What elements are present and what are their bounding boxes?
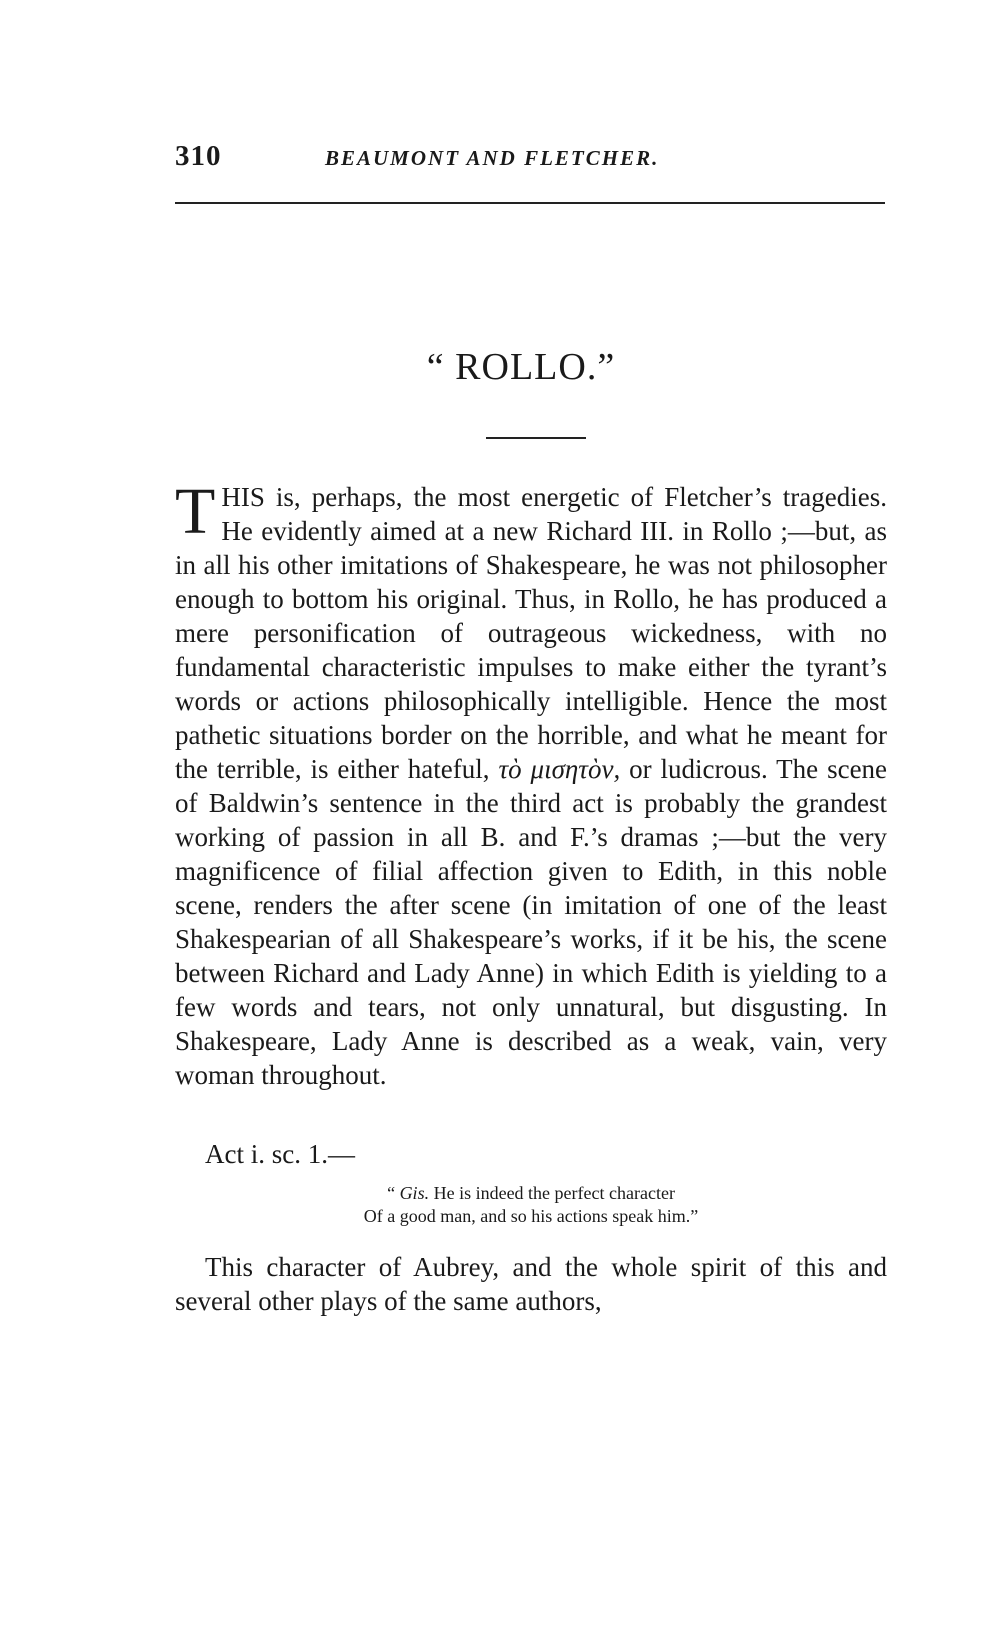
- paragraph-text-part1: HIS is, perhaps, the most energetic of Fletcher’s tragedies. He evidently aimed at a new Richard III. in Rollo ;—but, as in all his other imitations of Shakespeare, he was not philosopher enough to bottom his original. Thus, in Rollo, he has produced a mere personification of outrageous wickedness, with no fundamental characteristic impulses to make either the tyrant’s words or actions philosophically intelligible. Hence the most pathetic situations border on the horrible, and what he meant for the terrible, is either hateful,: [175, 482, 887, 784]
- running-title: BEAUMONT AND FLETCHER.: [325, 146, 660, 170]
- quote-speaker: Gis.: [399, 1183, 430, 1203]
- quote-open-mark: “: [387, 1183, 396, 1203]
- closing-paragraph: This character of Aubrey, and the whole spirit of this and several other plays of the same authors,: [175, 1252, 887, 1316]
- quote-line-1-text: He is indeed the perfect character: [433, 1183, 675, 1203]
- quote-line-1: [175, 1182, 887, 1205]
- header-rule: [175, 202, 885, 204]
- section-title: “ ROLLO.”: [426, 346, 616, 388]
- paragraph-text-part2: or ludicrous. The scene of Baldwin’s sentence in the third act is probably the grandest working of passion in all B. and F.’s dramas ;—but the very magnificence of filial affection given to Edith, in this noble scene, renders the after scene (in imitation of one of the least Shakespearian of all Shakespeare’s works, if it be his, the scene between Richard and Lady Anne) in which Edith is yielding to a few words and tears, not only unnatural, but disgusting. In Shakespeare, Lady Anne is described as a weak, vain, very woman throughout.: [175, 754, 888, 1090]
- title-rule: [486, 437, 586, 439]
- page-number: 310: [175, 140, 222, 172]
- body-paragraph: [175, 475, 888, 1092]
- greek-phrase: τὸ μισητὸν,: [498, 754, 621, 784]
- quote-line-2: Of a good man, and so his actions speak him.”: [363, 1206, 699, 1226]
- drop-cap: T: [175, 475, 216, 548]
- block-quote: [175, 1182, 887, 1228]
- act-reference: Act i. sc. 1.—: [205, 1139, 355, 1169]
- running-head: [175, 140, 885, 180]
